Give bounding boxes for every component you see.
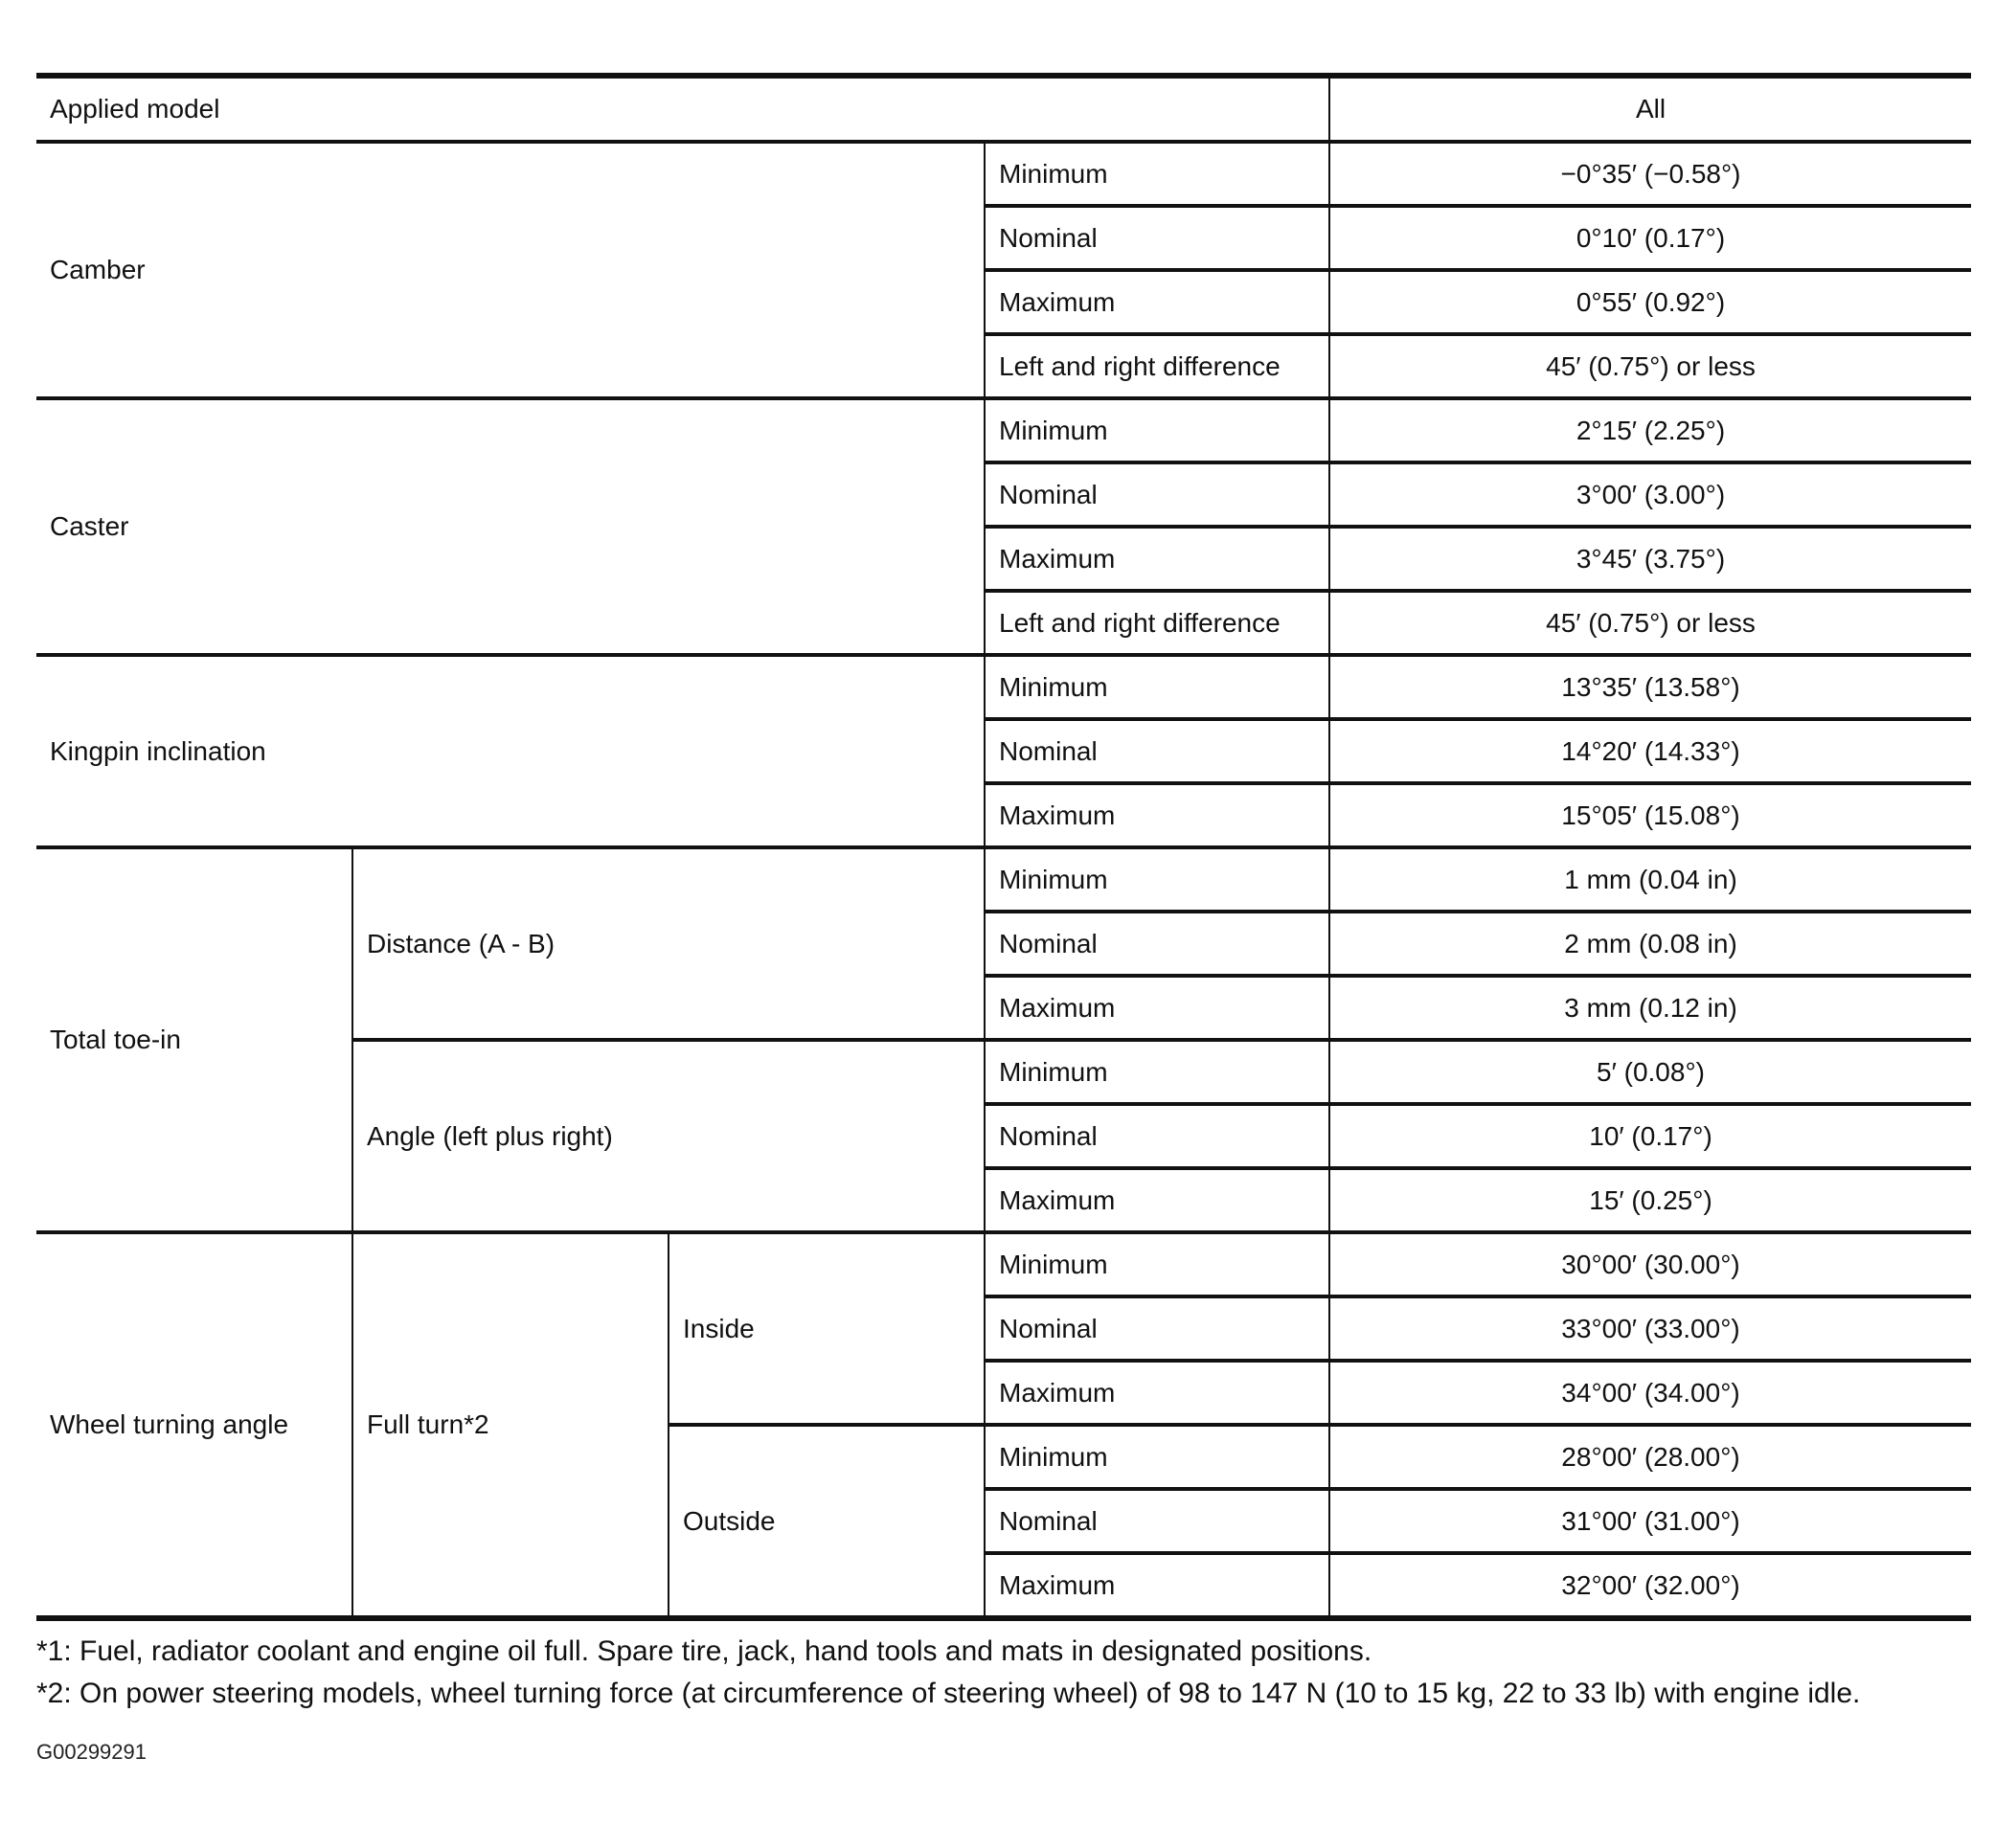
row-label: Nominal <box>985 462 1329 527</box>
row-value: 0°55′ (0.92°) <box>1329 270 1971 334</box>
row-label: Nominal <box>985 912 1329 976</box>
row-value: 1 mm (0.04 in) <box>1329 847 1971 912</box>
row-label: Maximum <box>985 1361 1329 1425</box>
toe-distance-label: Distance (A - B) <box>352 847 985 1040</box>
row-label: Minimum <box>985 1232 1329 1296</box>
row-value: 0°10′ (0.17°) <box>1329 206 1971 270</box>
row-value: 28°00′ (28.00°) <box>1329 1425 1971 1489</box>
footnote-1: *1: Fuel, radiator coolant and engine oil full. Spare tire, jack, hand tools and mats in designated positions. <box>36 1635 1372 1667</box>
row-label: Nominal <box>985 1104 1329 1168</box>
applied-model-label: Applied model <box>36 76 1329 142</box>
row-label: Maximum <box>985 527 1329 591</box>
row-value: 34°00′ (34.00°) <box>1329 1361 1971 1425</box>
row-value: 13°35′ (13.58°) <box>1329 655 1971 719</box>
row-value: −0°35′ (−0.58°) <box>1329 142 1971 206</box>
row-value: 2°15′ (2.25°) <box>1329 398 1971 462</box>
kingpin-label: Kingpin inclination <box>36 655 985 847</box>
footnote-2: *2: On power steering models, wheel turning force (at circumference of steering wheel) of 98 to 147 N (10 to 15 kg, 22 to 33 lb) with engine idle. <box>36 1678 1861 1709</box>
toe-in-label: Total toe-in <box>36 847 352 1232</box>
footnotes <box>36 1633 1971 1713</box>
full-turn-label: Full turn*2 <box>352 1232 669 1618</box>
row-value: 45′ (0.75°) or less <box>1329 334 1971 398</box>
figure-code: G00299291 <box>36 1740 147 1764</box>
row-label: Minimum <box>985 655 1329 719</box>
row-label: Minimum <box>985 1040 1329 1104</box>
turning-angle-label: Wheel turning angle <box>36 1232 352 1618</box>
row-value: 45′ (0.75°) or less <box>1329 591 1971 655</box>
toe-angle-label: Angle (left plus right) <box>352 1040 985 1232</box>
table-row <box>36 655 1971 719</box>
row-label: Maximum <box>985 783 1329 847</box>
spec-document <box>36 73 1971 1765</box>
row-label: Nominal <box>985 719 1329 783</box>
row-label: Nominal <box>985 206 1329 270</box>
caster-label: Caster <box>36 398 985 655</box>
row-value: 3°45′ (3.75°) <box>1329 527 1971 591</box>
row-label: Maximum <box>985 1553 1329 1618</box>
row-label: Left and right difference <box>985 591 1329 655</box>
row-label: Maximum <box>985 270 1329 334</box>
row-label: Left and right difference <box>985 334 1329 398</box>
row-value: 14°20′ (14.33°) <box>1329 719 1971 783</box>
row-label: Minimum <box>985 1425 1329 1489</box>
row-value: 15°05′ (15.08°) <box>1329 783 1971 847</box>
wheel-alignment-spec-table <box>36 73 1971 1621</box>
row-label: Maximum <box>985 1168 1329 1232</box>
row-label: Minimum <box>985 847 1329 912</box>
row-label: Nominal <box>985 1489 1329 1553</box>
row-value: 5′ (0.08°) <box>1329 1040 1971 1104</box>
row-value: 15′ (0.25°) <box>1329 1168 1971 1232</box>
row-value: 30°00′ (30.00°) <box>1329 1232 1971 1296</box>
row-value: 2 mm (0.08 in) <box>1329 912 1971 976</box>
table-row <box>36 398 1971 462</box>
row-label: Maximum <box>985 976 1329 1040</box>
row-value: 10′ (0.17°) <box>1329 1104 1971 1168</box>
table-row <box>36 142 1971 206</box>
row-value: 33°00′ (33.00°) <box>1329 1296 1971 1361</box>
row-value: 3°00′ (3.00°) <box>1329 462 1971 527</box>
row-label: Minimum <box>985 142 1329 206</box>
table-row <box>36 847 1971 912</box>
row-value: 31°00′ (31.00°) <box>1329 1489 1971 1553</box>
row-value: 3 mm (0.12 in) <box>1329 976 1971 1040</box>
camber-label: Camber <box>36 142 985 398</box>
table-header-row <box>36 76 1971 142</box>
table-row <box>36 1232 1971 1296</box>
row-label: Nominal <box>985 1296 1329 1361</box>
row-value: 32°00′ (32.00°) <box>1329 1553 1971 1618</box>
applied-model-value: All <box>1329 76 1971 142</box>
inside-label: Inside <box>669 1232 985 1425</box>
outside-label: Outside <box>669 1425 985 1618</box>
row-label: Minimum <box>985 398 1329 462</box>
